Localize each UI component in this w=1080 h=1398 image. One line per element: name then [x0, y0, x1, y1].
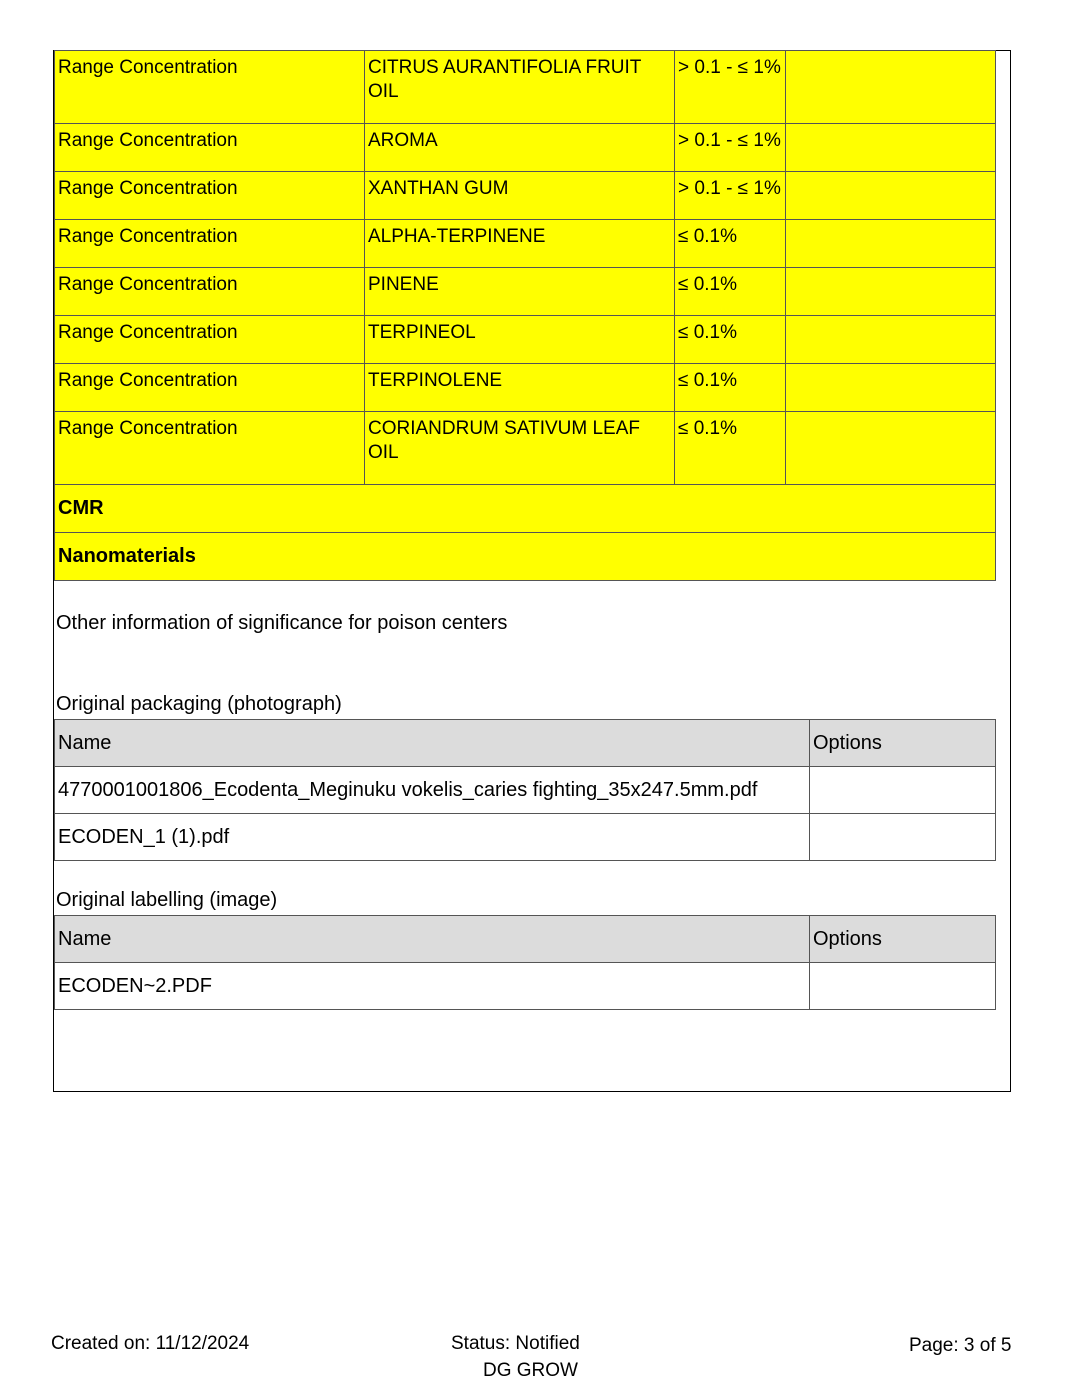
empty-cell [786, 412, 996, 485]
column-header-name: Name [55, 916, 810, 963]
empty-cell [786, 172, 996, 220]
created-date: Created on: 11/12/2024 [51, 1333, 250, 1354]
concentration-type: Range Concentration [55, 124, 365, 172]
table-header-row [55, 720, 996, 767]
substance-name: CITRUS AURANTIFOLIA FRUIT OIL [365, 51, 675, 124]
column-header-options: Options [810, 720, 996, 767]
table-row [55, 814, 996, 861]
status-text: Status: Notified [451, 1333, 580, 1354]
table-row [55, 51, 996, 124]
column-header-name: Name [55, 720, 810, 767]
options-cell [810, 814, 996, 861]
concentration-type: Range Concentration [55, 220, 365, 268]
table-row [55, 124, 996, 172]
options-cell [810, 767, 996, 814]
table-row [55, 316, 996, 364]
table-row [55, 963, 996, 1010]
section-row [55, 485, 996, 533]
concentration-table [54, 50, 996, 581]
cmr-heading: CMR [55, 485, 996, 533]
concentration-type: Range Concentration [55, 412, 365, 485]
file-link[interactable]: 4770001001806_Ecodenta_Meginuku vokelis_caries fighting_35x247.5mm.pdf [55, 767, 810, 814]
substance-name: PINENE [365, 268, 675, 316]
concentration-range: ≤ 0.1% [675, 220, 786, 268]
table-row [55, 412, 996, 485]
packaging-heading: Original packaging (photograph) [56, 693, 342, 715]
labelling-table [54, 915, 996, 1010]
company-name: DG GROW [483, 1360, 578, 1381]
table-row [55, 172, 996, 220]
substance-name: TERPINEOL [365, 316, 675, 364]
table-header-row [55, 916, 996, 963]
table-row [55, 220, 996, 268]
concentration-type: Range Concentration [55, 364, 365, 412]
packaging-table [54, 719, 996, 861]
concentration-type: Range Concentration [55, 51, 365, 124]
substance-name: ALPHA-TERPINENE [365, 220, 675, 268]
empty-cell [786, 316, 996, 364]
concentration-type: Range Concentration [55, 316, 365, 364]
empty-cell [786, 268, 996, 316]
concentration-range: > 0.1 - ≤ 1% [675, 172, 786, 220]
empty-cell [786, 220, 996, 268]
section-row [55, 533, 996, 581]
concentration-range: > 0.1 - ≤ 1% [675, 51, 786, 124]
empty-cell [786, 364, 996, 412]
nanomaterials-heading: Nanomaterials [55, 533, 996, 581]
file-link[interactable]: ECODEN~2.PDF [55, 963, 810, 1010]
concentration-range: ≤ 0.1% [675, 364, 786, 412]
substance-name: XANTHAN GUM [365, 172, 675, 220]
other-info-text: Other information of significance for poison centers [56, 612, 508, 634]
empty-cell [786, 124, 996, 172]
concentration-range: ≤ 0.1% [675, 268, 786, 316]
column-header-options: Options [810, 916, 996, 963]
concentration-range: ≤ 0.1% [675, 316, 786, 364]
labelling-heading: Original labelling (image) [56, 889, 278, 911]
concentration-range: ≤ 0.1% [675, 412, 786, 485]
table-row [55, 364, 996, 412]
substance-name: AROMA [365, 124, 675, 172]
options-cell [810, 963, 996, 1010]
concentration-type: Range Concentration [55, 268, 365, 316]
empty-cell [786, 51, 996, 124]
table-row [55, 767, 996, 814]
table-row [55, 268, 996, 316]
concentration-range: > 0.1 - ≤ 1% [675, 124, 786, 172]
concentration-type: Range Concentration [55, 172, 365, 220]
file-link[interactable]: ECODEN_1 (1).pdf [55, 814, 810, 861]
substance-name: CORIANDRUM SATIVUM LEAF OIL [365, 412, 675, 485]
page-number: Page: 3 of 5 [909, 1335, 1012, 1356]
substance-name: TERPINOLENE [365, 364, 675, 412]
